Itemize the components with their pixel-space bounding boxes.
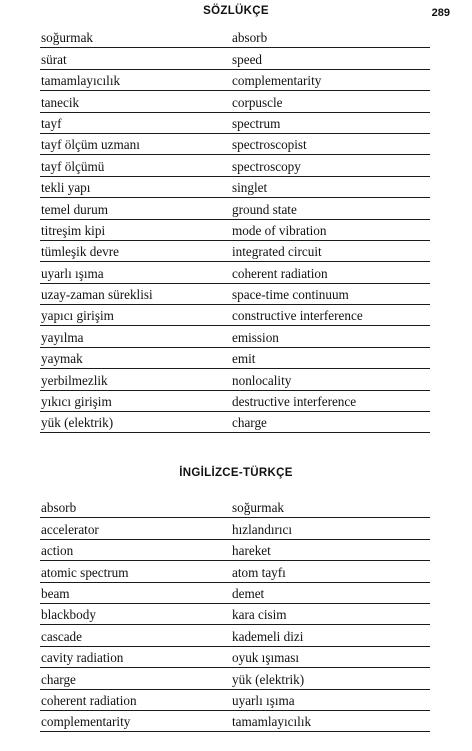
- glossary-row: [40, 391, 430, 412]
- term-en: cavity radiation: [41, 650, 124, 666]
- term-en: blackbody: [41, 607, 96, 623]
- term-en: complementarity: [41, 714, 131, 730]
- turkish-english-glossary: [40, 27, 430, 433]
- term-tr: yerbilmezlik: [41, 372, 108, 388]
- term-tr: demet: [232, 585, 265, 601]
- glossary-row: [40, 540, 430, 561]
- term-en: charge: [232, 415, 267, 431]
- term-tr: yaymak: [41, 351, 83, 367]
- glossary-row: [40, 177, 430, 198]
- glossary-row: [40, 305, 430, 326]
- term-tr: temel durum: [41, 201, 109, 217]
- glossary-row: [40, 668, 430, 689]
- term-en: constructive interference: [232, 308, 363, 324]
- term-en: emit: [232, 351, 256, 367]
- page-title: SÖZLÜKÇE: [203, 5, 269, 17]
- term-tr: tanecik: [41, 94, 80, 110]
- glossary-row: [40, 518, 430, 539]
- term-en: speed: [232, 51, 263, 67]
- term-en: beam: [41, 585, 70, 601]
- glossary-row: [40, 412, 430, 433]
- term-en: spectroscopy: [232, 158, 301, 174]
- term-en: spectroscopist: [232, 137, 307, 153]
- term-tr: kara cisim: [232, 607, 287, 623]
- glossary-row: [40, 48, 430, 69]
- glossary-row: [40, 284, 430, 305]
- glossary-row: [40, 561, 430, 582]
- term-tr: oyuk ışıması: [232, 650, 300, 666]
- term-tr: soğurmak: [232, 500, 285, 516]
- glossary-row: [40, 220, 430, 241]
- glossary-row: [40, 91, 430, 112]
- glossary-row: [40, 113, 430, 134]
- glossary-row: [40, 27, 430, 48]
- glossary-row: [40, 326, 430, 347]
- term-en: atomic spectrum: [41, 564, 129, 580]
- term-tr: yıkıcı girişim: [41, 394, 112, 410]
- page-number: 289: [431, 7, 450, 19]
- glossary-row: [40, 241, 430, 262]
- term-tr: tümleşik devre: [41, 244, 120, 260]
- term-tr: uyarlı ışıma: [41, 265, 104, 281]
- term-tr: hareket: [232, 543, 271, 559]
- term-tr: atom tayfı: [232, 564, 286, 580]
- glossary-row: [40, 711, 430, 732]
- term-en: coherent radiation: [232, 265, 328, 281]
- term-en: destructive interference: [232, 394, 357, 410]
- term-tr: hızlandırıcı: [232, 521, 293, 537]
- term-tr: yük (elektrik): [41, 415, 114, 431]
- term-tr: uyarlı ışıma: [232, 692, 295, 708]
- page-header: [0, 3, 472, 23]
- term-en: coherent radiation: [41, 692, 137, 708]
- glossary-row: [40, 198, 430, 219]
- glossary-row: [40, 348, 430, 369]
- glossary-row: [40, 625, 430, 646]
- glossary-row: [40, 262, 430, 283]
- term-tr: kademeli dizi: [232, 628, 304, 644]
- section-heading-english-turkish: İNGİLİZCE-TÜRKÇE: [179, 467, 293, 479]
- term-tr: tayf ölçüm uzmanı: [41, 137, 140, 153]
- glossary-row: [40, 369, 430, 390]
- term-en: action: [41, 543, 74, 559]
- glossary-row: [40, 604, 430, 625]
- term-en: accelerator: [41, 521, 99, 537]
- term-tr: tamamlayıcılık: [232, 714, 312, 730]
- glossary-row: [40, 690, 430, 711]
- term-en: singlet: [232, 180, 268, 196]
- english-turkish-glossary: [40, 497, 430, 732]
- term-tr: soğurmak: [41, 30, 94, 46]
- term-tr: tayf: [41, 115, 62, 131]
- glossary-row: [40, 134, 430, 155]
- term-en: absorb: [41, 500, 77, 516]
- term-tr: yayılma: [41, 329, 84, 345]
- term-tr: tamamlayıcılık: [41, 73, 121, 89]
- term-tr: tayf ölçümü: [41, 158, 105, 174]
- term-en: complementarity: [232, 73, 322, 89]
- term-tr: uzay-zaman süreklisi: [41, 287, 153, 303]
- term-en: space-time continuum: [232, 287, 349, 303]
- term-tr: sürat: [41, 51, 67, 67]
- term-en: charge: [41, 671, 76, 687]
- term-tr: yapıcı girişim: [41, 308, 114, 324]
- glossary-row: [40, 583, 430, 604]
- glossary-row: [40, 497, 430, 518]
- term-en: ground state: [232, 201, 297, 217]
- term-en: emission: [232, 329, 279, 345]
- term-en: mode of vibration: [232, 222, 327, 238]
- term-en: corpuscle: [232, 94, 283, 110]
- term-en: spectrum: [232, 115, 281, 131]
- term-tr: tekli yapı: [41, 180, 91, 196]
- glossary-row: [40, 155, 430, 176]
- term-en: integrated circuit: [232, 244, 322, 260]
- glossary-row: [40, 647, 430, 668]
- term-en: cascade: [41, 628, 82, 644]
- term-tr: titreşim kipi: [41, 222, 106, 238]
- term-en: absorb: [232, 30, 268, 46]
- term-en: nonlocality: [232, 372, 292, 388]
- term-tr: yük (elektrik): [232, 671, 305, 687]
- glossary-row: [40, 70, 430, 91]
